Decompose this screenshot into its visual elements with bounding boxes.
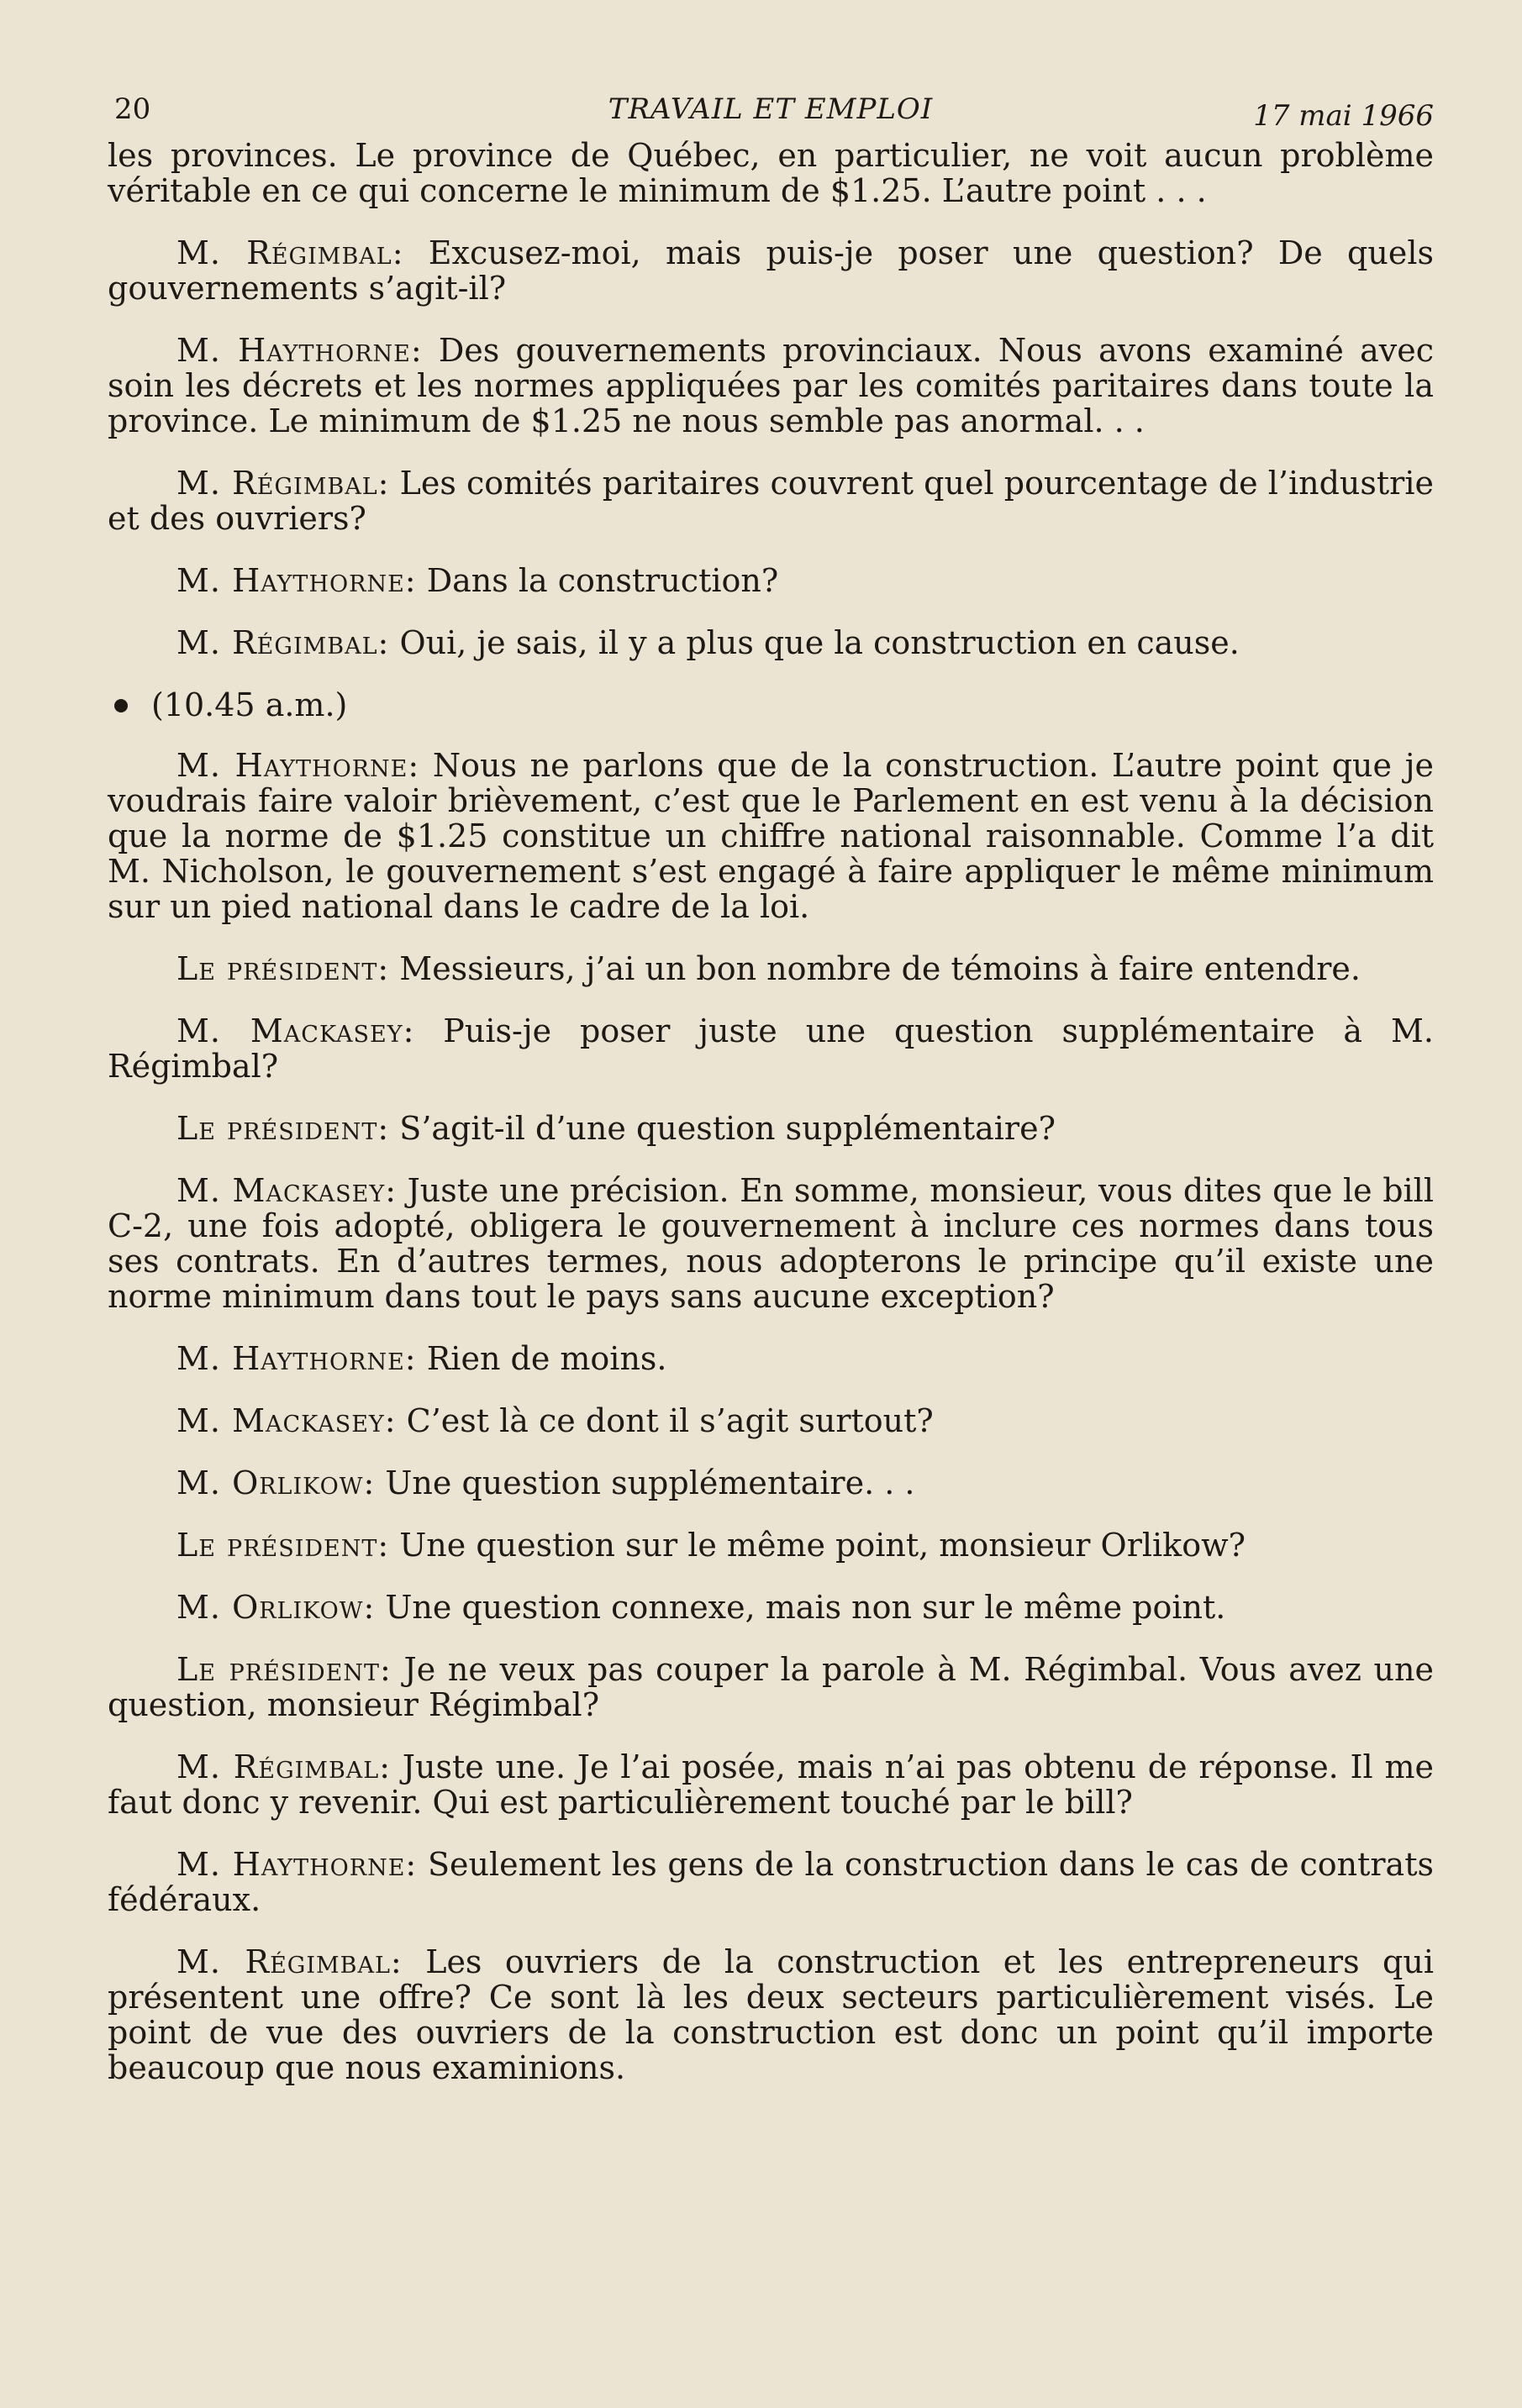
paragraph: M. Haythorne: Des gouvernements provinciaux. Nous avons examiné avec soin les décrets et les normes appliquées par les comités paritaires dans toute la province. Le minimum de $1.25 ne nous semble pas anormal. . . — [108, 332, 1434, 439]
header-date: 17 mai 1966 — [1253, 99, 1434, 133]
paragraph: M. Mackasey: Puis-je poser juste une question supplémentaire à M. Régimbal? — [108, 1012, 1434, 1085]
speaker-name: M. Régimbal: — [176, 1748, 392, 1785]
speaker-name: M. Régimbal: — [176, 624, 390, 661]
paragraph: les provinces. Le province de Québec, en particulier, ne voit aucun problème véritable en ce qui concerne le minimum de $1.25. L’autre point . . . — [108, 137, 1434, 209]
page-number: 20 — [114, 92, 151, 126]
paragraph: M. Orlikow: Une question supplémentaire. . . — [176, 1464, 915, 1501]
speaker-name: M. Orlikow: — [176, 1589, 376, 1626]
time-marker-line — [114, 687, 1434, 723]
paragraph: M. Régimbal: Les comités paritaires couvrent quel pourcentage de l’industrie et des ouvriers? — [108, 465, 1434, 537]
paragraph: M. Haythorne: Nous ne parlons que de la construction. L’autre point que je voudrais faire valoir brièvement, c’est que le Parlement en est venu à la décision que la norme de $1.25 constitue un chiffre national raisonnable. Comme l’a dit M. Nicholson, le gouvernement s’est engagé à faire appliquer le même minimum sur un pied national dans le cadre de la loi. — [108, 747, 1434, 925]
speaker-name: M. Régimbal: — [176, 234, 404, 271]
transcript-body — [108, 138, 1434, 2085]
time-marker: (10.45 a.m.) — [151, 686, 348, 723]
running-title: TRAVAIL ET EMPLOI — [608, 92, 934, 126]
bullet-icon — [114, 699, 128, 712]
speaker-name: M. Orlikow: — [176, 1464, 376, 1501]
speaker-name: M. Haythorne: — [176, 1846, 418, 1883]
speaker-name: M. Haythorne: — [176, 562, 417, 599]
paragraph: M. Régimbal: Oui, je sais, il y a plus que la construction en cause. — [176, 624, 1240, 661]
speaker-name: M. Mackasey: — [176, 1402, 397, 1439]
speaker-name: Le président: — [176, 1527, 390, 1564]
paragraph: M. Orlikow: Une question connexe, mais non sur le même point. — [176, 1589, 1226, 1626]
paragraph: Le président: S’agit-il d’une question supplémentaire? — [176, 1110, 1056, 1147]
page-header — [108, 84, 1434, 138]
paragraph: M. Régimbal: Les ouvriers de la construction et les entrepreneurs qui présentent une offre? Ce sont là les deux secteurs particulièrement visés. Le point de vue des ouvriers de la construction est donc un point qu’il importe beaucoup que nous examinions. — [108, 1943, 1434, 2086]
paragraph: Le président: Je ne veux pas couper la parole à M. Régimbal. Vous avez une question, monsieur Régimbal? — [108, 1651, 1434, 1723]
speaker-name: M. Mackasey: — [176, 1012, 415, 1049]
speaker-name: M. Haythorne: — [176, 1340, 417, 1377]
speaker-name: M. Régimbal: — [176, 465, 390, 502]
speaker-name: M. Régimbal: — [176, 1943, 403, 1980]
paragraph: M. Haythorne: Seulement les gens de la construction dans le cas de contrats fédéraux. — [108, 1846, 1434, 1918]
paragraph: M. Haythorne: Dans la construction? — [176, 562, 779, 599]
speaker-name: Le président: — [176, 1651, 392, 1688]
paragraph: M. Régimbal: Juste une. Je l’ai posée, mais n’ai pas obtenu de réponse. Il me faut donc y revenir. Qui est particulièrement touché par le bill? — [108, 1748, 1434, 1821]
paragraph: M. Régimbal: Excusez-moi, mais puis-je poser une question? De quels gouvernements s’agit-il? — [108, 234, 1434, 307]
speaker-name: Le président: — [176, 1110, 390, 1147]
speaker-name: Le président: — [176, 950, 390, 987]
paragraph: M. Haythorne: Rien de moins. — [176, 1340, 667, 1377]
paragraph: Le président: Messieurs, j’ai un bon nombre de témoins à faire entendre. — [176, 950, 1361, 987]
paragraph: Le président: Une question sur le même point, monsieur Orlikow? — [176, 1527, 1246, 1564]
paragraph: M. Mackasey: C’est là ce dont il s’agit surtout? — [176, 1402, 934, 1439]
speaker-name: M. Haythorne: — [176, 332, 423, 369]
speaker-name: M. Mackasey: — [176, 1172, 398, 1209]
speaker-name: M. Haythorne: — [176, 747, 420, 784]
paragraph: M. Mackasey: Juste une précision. En somme, monsieur, vous dites que le bill C-2, une fois adopté, obligera le gouvernement à inclure ces normes dans tous ses contrats. En d’autres termes, nous adopterons le principe qu’il existe une norme minimum dans tout le pays sans aucune exception? — [108, 1172, 1434, 1315]
